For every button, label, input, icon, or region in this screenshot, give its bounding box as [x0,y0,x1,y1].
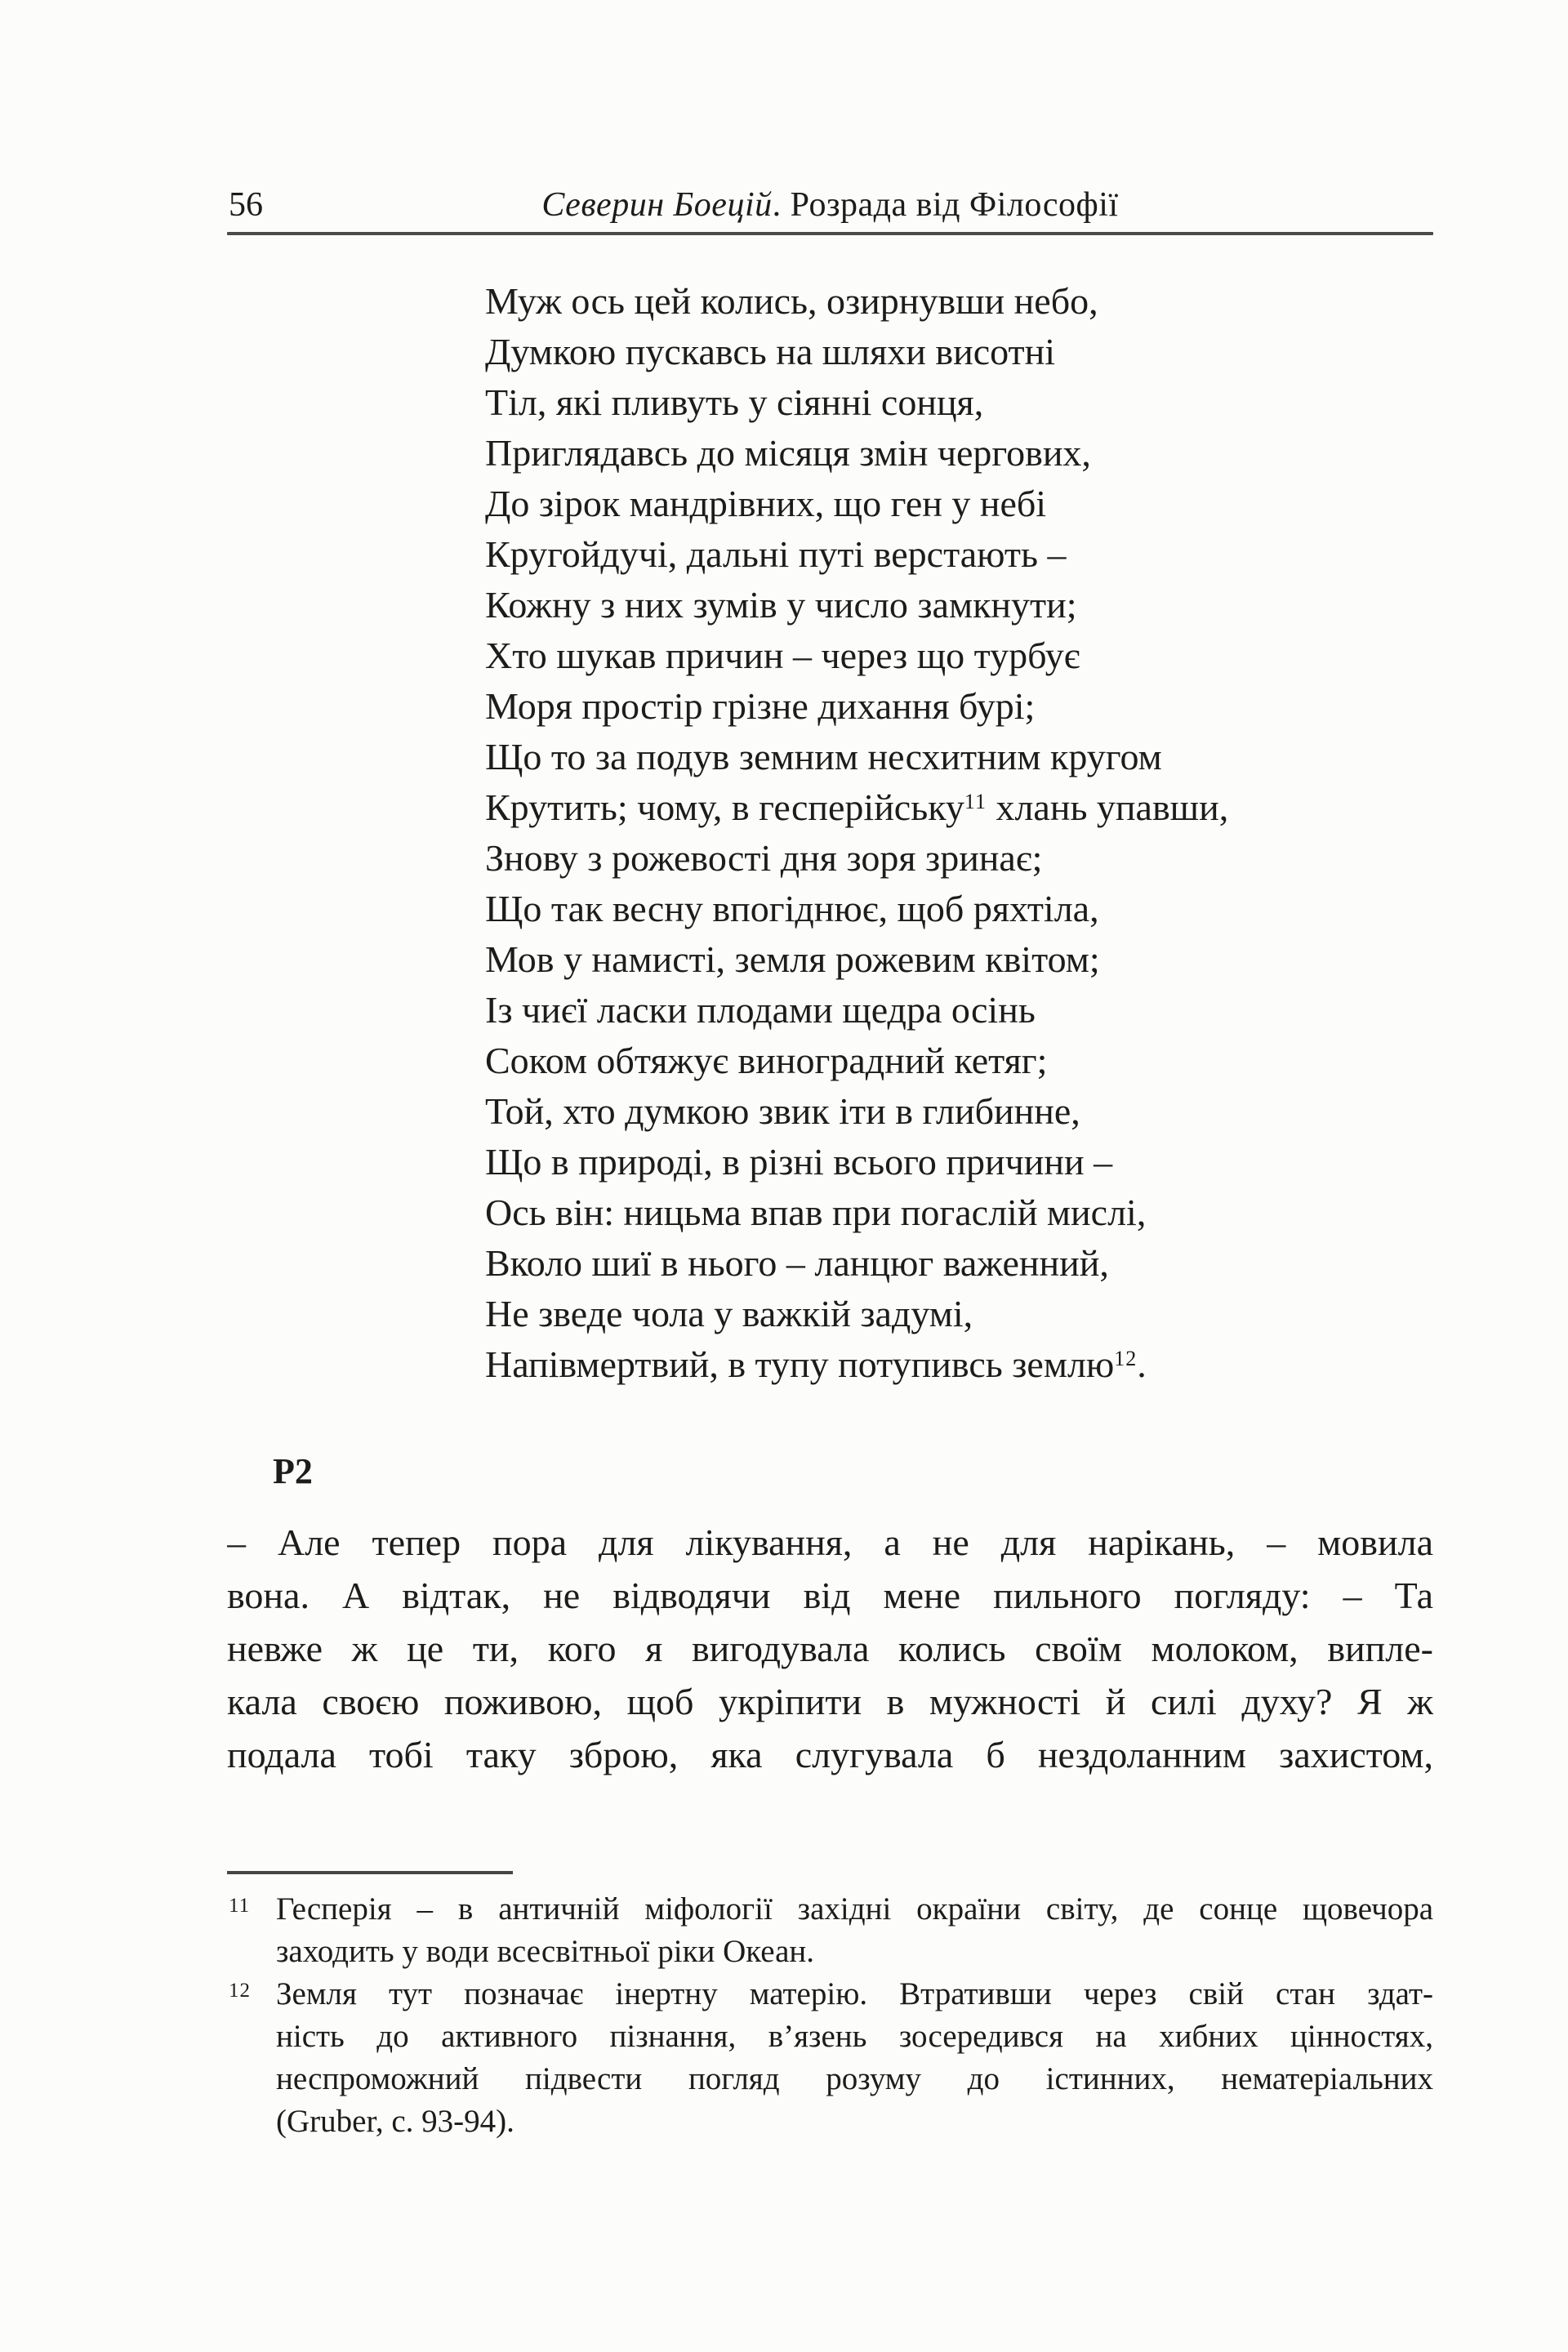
footnote-11 [227,1888,1433,1973]
poem-line-text: Крутить; чому, в гесперійську [485,786,964,828]
poem-line: Що в природі, в різні всього причини – [485,1141,1113,1183]
poem-line [485,782,1433,833]
prose-line: вона. А відтак, не відводячи від мене пильного погляду: – Та [227,1575,1433,1616]
poem-line [485,1339,1433,1390]
book-title: . Розрада від Філософії [772,186,1119,224]
poem-line: Муж ось цей колись, озирнувши небо, [485,280,1098,322]
poem-line: Кожну з них зумів у число замкнути; [485,584,1077,626]
poem-line: Мов у намисті, земля рожевим квітом; [485,938,1100,980]
poem-line: Що так весну впогіднює, щоб ряхтіла, [485,888,1099,929]
prose-line: – Але тепер пора для лікування, а не для нарікань, – мовила [227,1521,1433,1563]
poem-line: Ось він: ницьма впав при погаслій мислі, [485,1192,1147,1233]
footnote-line: Земля тут позначає інертну матерію. Втративши через свій стан здат- [276,1976,1433,2011]
prose-line: кала своєю поживою, щоб укріпити в мужності й силі духу? Я ж [227,1681,1433,1722]
author-name: Северин Боецій [541,186,773,224]
footnote-number: 12 [229,1980,251,2002]
footnote-line: заходить у води всесвітньої ріки Океан. [276,1934,815,1969]
poem-line: Думкою пускавсь на шляхи висотні [485,331,1056,372]
poem-line: Той, хто думкою звик іти в глибинне, [485,1090,1080,1132]
poem-line-text: . [1137,1343,1147,1385]
page-number: 56 [229,186,263,224]
footnote-line: ність до активного пізнання, в’язень зосередився на хибних цінностях, [276,2019,1433,2054]
footnote-ref-12: 12 [1114,1347,1138,1370]
poem-line: Приглядавсь до місяця змін чергових, [485,432,1091,474]
poem-line: Хто шукав причин – через що турбує [485,635,1080,676]
footnote-ref-11: 11 [964,790,987,813]
poem-line-text: хлань упавши, [986,786,1229,828]
poem-line-text: Напівмертвий, в тупу потупивсь землю [485,1343,1115,1385]
poem-line: Вколо шиї в нього – ланцюг важенний, [485,1242,1109,1284]
poem-line: Кругойдучі, дальні путі верстають – [485,533,1067,575]
poem-line: Що то за подув земним несхитним кругом [485,736,1162,777]
poem-line: Соком обтяжує виноградний кетяг; [485,1040,1048,1081]
poem-block [485,276,1433,1390]
poem-line: Тіл, які пливуть у сіянні сонця, [485,381,984,423]
footnote-line: Гесперія – в античній міфології західні окраїни світу, де сонце щовечора [276,1891,1433,1927]
footnote-separator [227,1871,513,1874]
footnote-line: неспроможний підвести погляд розуму до істинних, нематеріальних [276,2061,1433,2096]
footnote-line: (Gruber, с. 93-94). [276,2104,514,2139]
footnotes-block [227,1888,1433,2143]
poem-line: Моря простір грізне дихання бурі; [485,685,1036,727]
poem-line: Не зведе чола у важкій задумі, [485,1293,973,1334]
section-heading: Р2 [273,1451,313,1491]
header-rule [227,232,1433,235]
prose-paragraph [227,1516,1433,1781]
footnote-12 [227,1973,1433,2143]
running-title [227,188,1433,222]
running-header [227,0,1433,222]
footnote-number: 11 [229,1895,251,1917]
page-content [227,0,1433,2143]
poem-line: Знову з рожевості дня зоря зринає; [485,837,1043,879]
poem-line: До зірок мандрівних, що ген у небі [485,483,1047,524]
prose-line: невже ж це ти, кого я вигодувала колись своїм молоком, випле- [227,1628,1433,1669]
prose-line: подала тобі таку зброю, яка слугувала б нездоланним захистом, [227,1734,1433,1775]
poem-line: Із чиєї ласки плодами щедра осінь [485,989,1036,1031]
